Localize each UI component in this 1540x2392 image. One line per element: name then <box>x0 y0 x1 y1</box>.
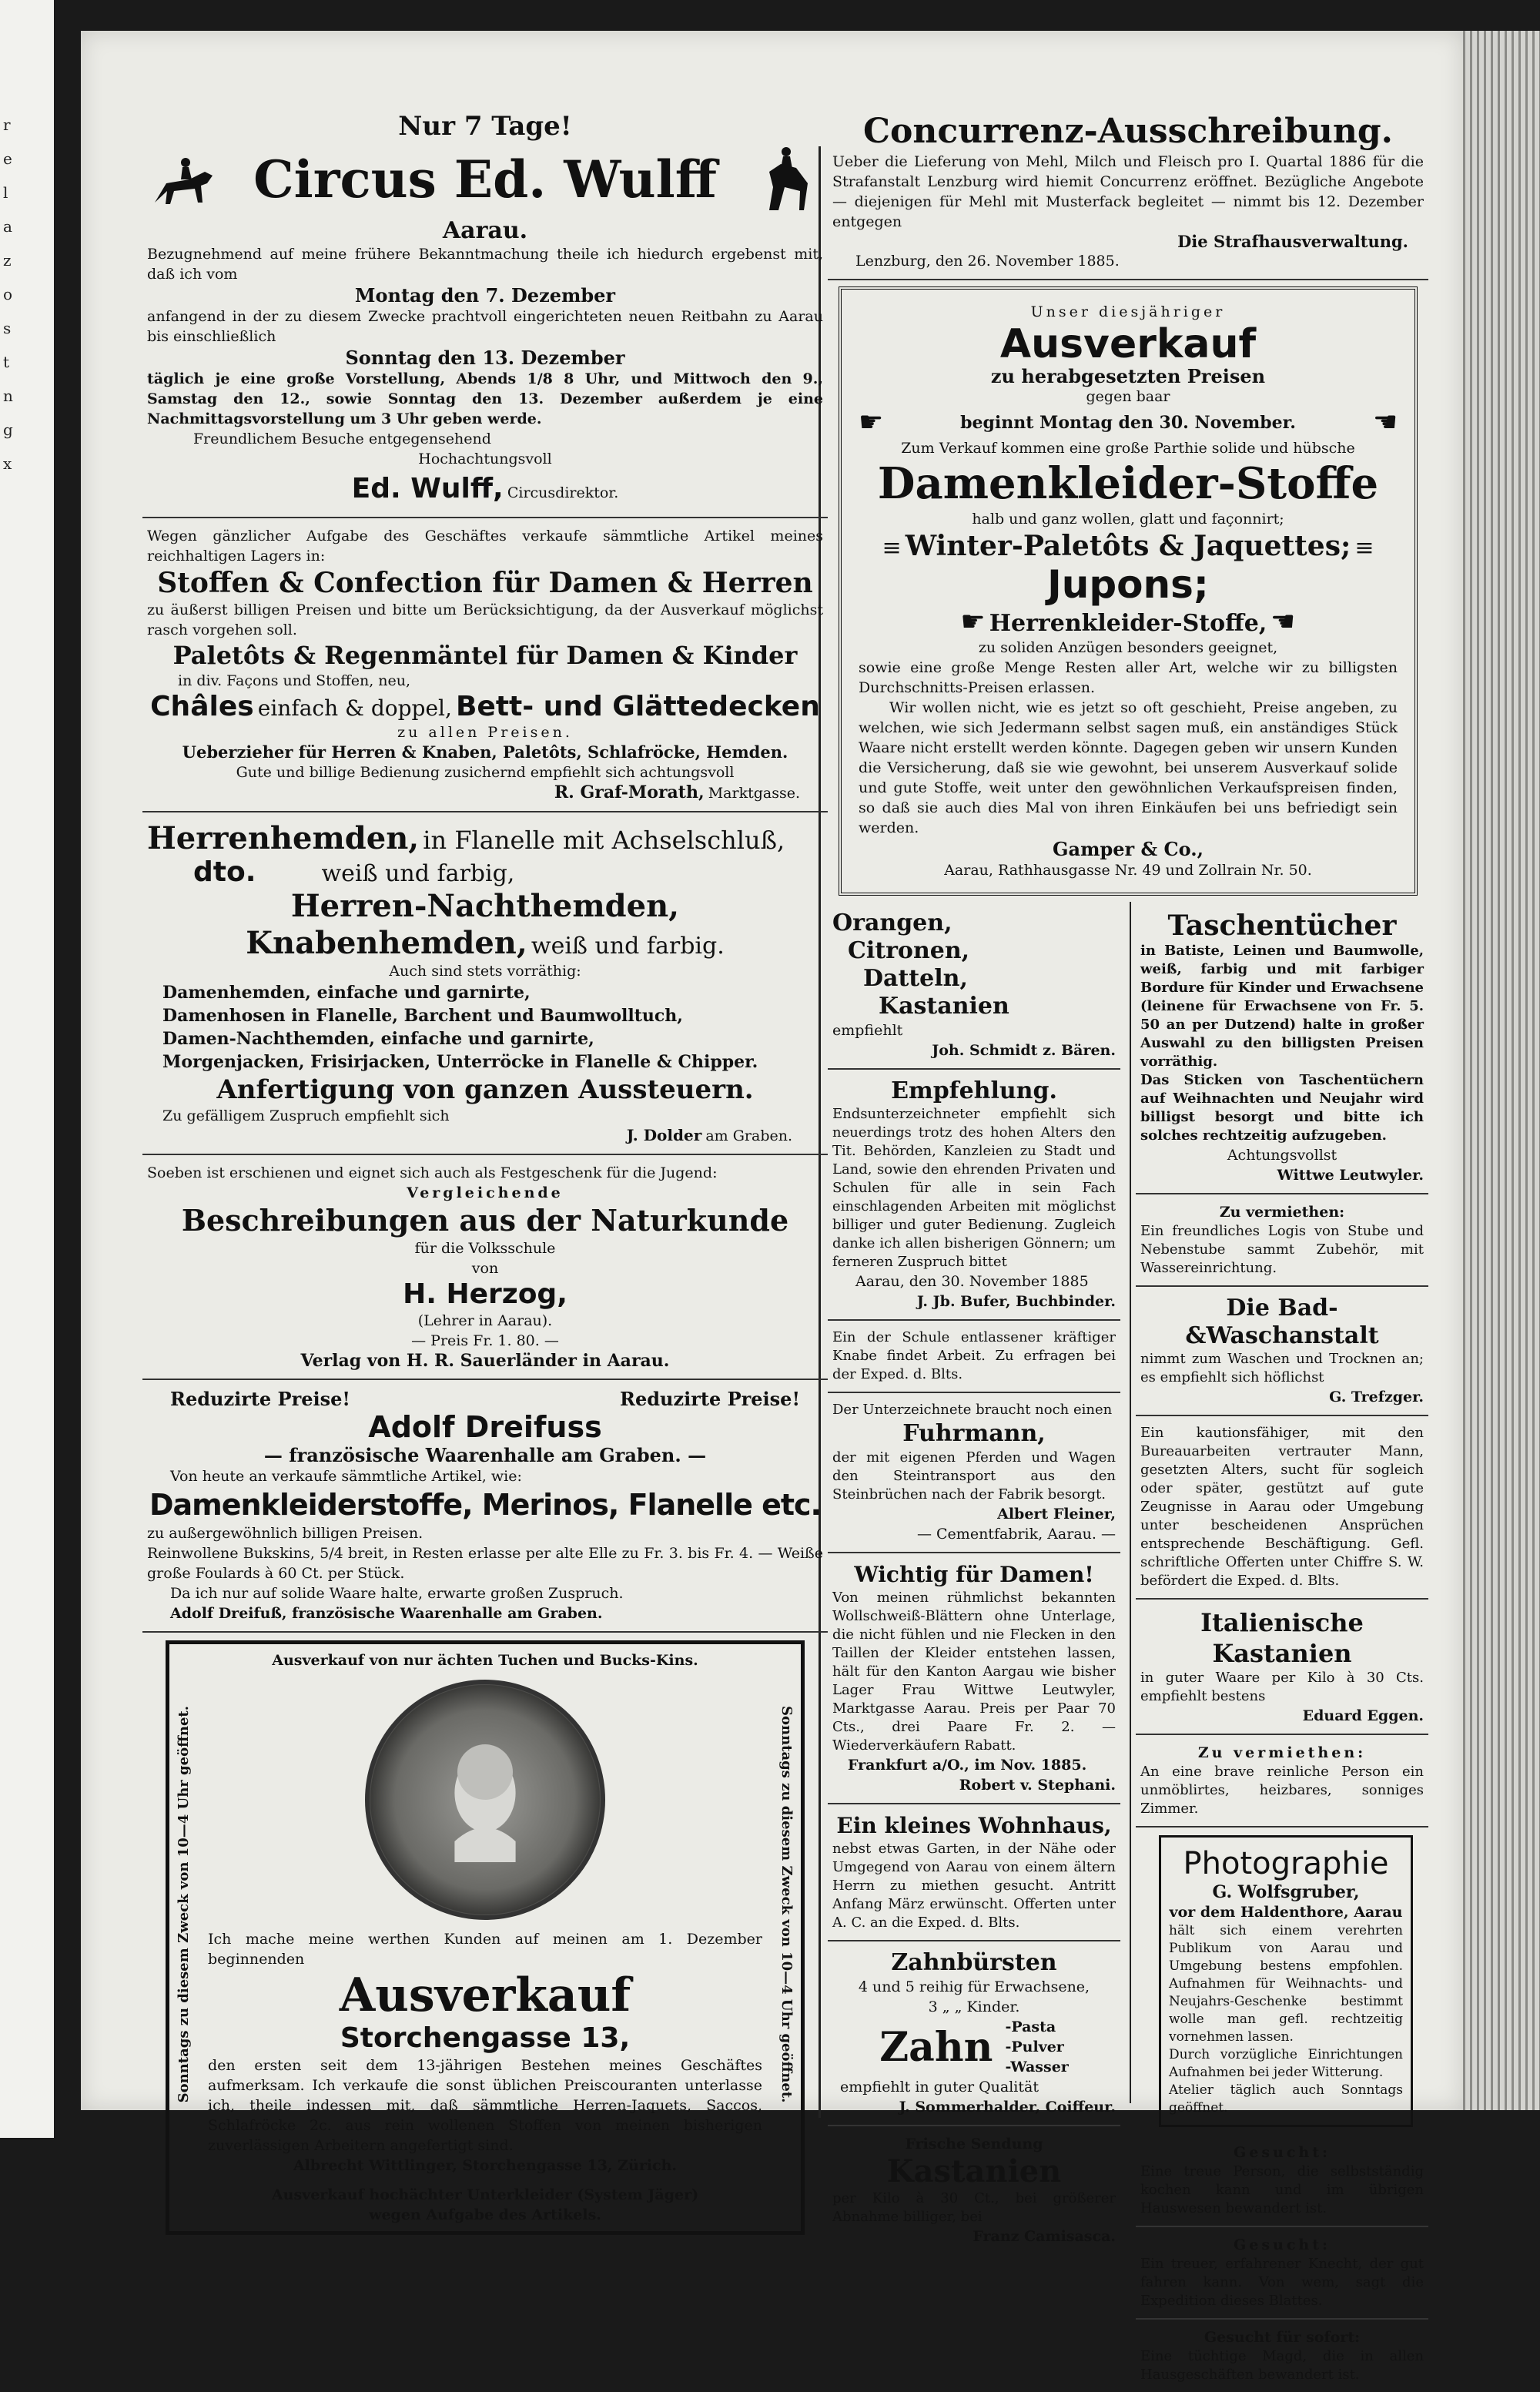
dolder-line-2a: dto. <box>193 856 256 888</box>
zimmer-title: Zu vermiethen: <box>1197 1744 1367 1761</box>
bufer-signature: J. Jb. Bufer, Buchbinder. <box>916 1293 1116 1310</box>
fleiner-ad <box>828 1393 1120 1553</box>
strip-char: l <box>3 183 8 202</box>
zimmer-ad <box>1136 1735 1428 1828</box>
schmidt-ad <box>828 902 1120 1070</box>
gesucht-2-ad <box>1136 2227 1428 2320</box>
graf-decken: Bett- und Glättedecken <box>455 691 820 722</box>
circus-ad <box>142 104 828 518</box>
gesucht-1-ad <box>1136 2135 1428 2227</box>
gesucht-2-text: Ein treuer, erfahrener Knecht, der gut fahren kann. Von wem, sagt die Expedition dieses Blattes. <box>1140 2256 1424 2309</box>
photo-name: G. Wolfsgruber, <box>1212 1882 1360 1902</box>
medal-seal-icon <box>365 1680 605 1920</box>
graf-text-1: zu äußerst billigen Preisen und bitte um Berücksichtigung, da der Ausverkauf möglichst rasch vorgehen soll. <box>147 601 823 638</box>
gamper-headline-3: Jupons; <box>1047 562 1209 607</box>
eggen-text: in guter Waare per Kilo à 30 Cts. empfiehlt bestens <box>1140 1670 1424 1704</box>
logis-text: Ein freundliches Logis von Stube und Nebenstube sammt Zubehör, mit Wassereinrichtung. <box>1140 1223 1424 1276</box>
dolder-line-4b: weiß und farbig. <box>531 933 725 960</box>
sommerhalder-zahn: Zahn <box>879 2023 993 2071</box>
sommerhalder-item: -Wasser <box>1005 2059 1069 2075</box>
photo-text-1: hält sich einem verehrten Publikum von Aarau und Umgebung bestens empfohlen. Aufnahmen für Weihnachts- und Neujahrs-Geschenke bestimmt wolle man gefl. rechtzeitig vornehmen lassen. <box>1169 1923 1403 2045</box>
middle-subcolumn <box>828 902 1127 2392</box>
stephani-title: Wichtig für Damen! <box>854 1562 1094 1587</box>
circus-date-2: Sonntag den 13. Dezember <box>345 347 625 369</box>
photo-text-2: Durch vorzügliche Einrichtungen Aufnahmen bei jeder Witterung. <box>1169 2047 1403 2080</box>
wittlinger-addr: Storchengasse 13, <box>340 2022 631 2054</box>
gesucht-3-text: Eine tüchtige Magd, die in allen Hausgeschäften bewandert ist. <box>1140 2348 1424 2383</box>
wittlinger-title: Ausverkauf <box>339 1968 631 2022</box>
eggen-signature: Eduard Eggen. <box>1302 1707 1424 1724</box>
dolder-signature: J. Dolder <box>626 1126 702 1144</box>
concurrenz-text: Ueber die Lieferung von Mehl, Milch und Fleisch pro I. Quartal 1886 für die Strafanstalt Lenzburg wird hiemit Concurrenz eröffnet. Bezügliche Angebote — diejenigen für Mehl mit Musterfack begleitet — nimmt bis 12. Dezember entgegen <box>832 153 1424 230</box>
stephani-ad <box>828 1553 1120 1804</box>
sommerhalder-signature: J. Sommerhalder, Coiffeur. <box>899 2099 1116 2116</box>
strip-char: g <box>3 420 13 439</box>
wohnhaus-title: Ein kleines Wohnhaus, <box>836 1813 1112 1838</box>
concurrenz-ad <box>828 104 1428 280</box>
herzog-line-3: von <box>471 1260 499 1277</box>
left-strip-chars <box>3 108 18 481</box>
leutwyler-ad <box>1136 902 1428 1194</box>
schmidt-signature: Joh. Schmidt z. Bären. <box>932 1042 1116 1059</box>
sommerhalder-line-2: 3 „ „ Kinder. <box>928 1998 1020 2015</box>
left-page-edge <box>0 0 54 2138</box>
herzog-line-2: für die Volksschule <box>414 1240 556 1257</box>
strip-char: a <box>3 217 12 236</box>
knabe-text: Ein der Schule entlassener kräftiger Knabe findet Arbeit. Zu erfragen bei der Exped. d. Blts. <box>832 1329 1116 1382</box>
dolder-signature-loc: am Graben. <box>705 1127 792 1144</box>
dolder-line-4a: Knabenhemden, <box>246 925 527 961</box>
schmidt-line-1: empfiehlt <box>832 1022 903 1039</box>
gesucht-1-text: Eine treue Person, die selbstständig kochen kann und im übrigen Hauswesen bewandert ist. <box>1140 2163 1424 2216</box>
herzog-author: H. Herzog, <box>403 1278 567 1310</box>
leutwyler-text-2: Das Sticken von Taschentüchern auf Weihnachten und Neujahr wird billigst besorgt und bitte ich solches rechtzeitig aufzugeben. <box>1140 1072 1424 1144</box>
dolder-line-3: Herren-Nachthemden, <box>290 888 680 924</box>
gamper-line-4: beginnt Montag den 30. November. <box>960 412 1296 433</box>
pointing-hand-icon: ☛ <box>1270 606 1296 638</box>
dreifuss-text-2: zu außergewöhnlich billigen Preisen. <box>147 1525 424 1542</box>
graf-text-3: zu allen Preisen. <box>397 724 573 741</box>
fleiner-text-2: der mit eigenen Pferden und Wagen den Steintransport aus den Steinbrüchen nach der Fabrik besorgt. <box>832 1449 1116 1503</box>
strip-char: t <box>3 353 10 371</box>
gesucht-3-ad <box>1136 2320 1428 2392</box>
list-item: Damen-Nachthemden, einfache und garnirte, <box>162 1029 594 1049</box>
gamper-line-6: halb und ganz wollen, glatt und façonnirt; <box>972 511 1284 528</box>
list-item: Damenhosen in Flanelle, Barchent und Baumwolltuch, <box>162 1006 683 1026</box>
stephani-text: Von meinen rühmlichst bekannten Wollschweiß-Blättern ohne Unterlage, die nicht fühlen und nie Flecken in den Taillen der Kleider entstehen lassen, hält für den Kanton Aargau wie bisher Lager Frau Wittwe Leutwyler, Marktgasse Aarau. Preis per Paar 70 Cts., drei Paare Fr. 2. — Wiederverkäufern Rabatt. <box>832 1590 1116 1754</box>
concurrenz-date: Lenzburg, den 26. November 1885. <box>855 253 1120 270</box>
horse-rider-icon <box>147 141 224 218</box>
dreifuss-name: Adolf Dreifuss <box>368 1410 602 1444</box>
gamper-signature: Gamper & Co., <box>1053 838 1204 860</box>
camisasca-ad <box>828 2126 1120 2254</box>
dreifuss-signature: Adolf Dreifuß, französische Waarenhalle am Graben. <box>170 1605 603 1622</box>
rule-icon: ≡ <box>1354 534 1374 561</box>
rule-icon: ≡ <box>882 534 902 561</box>
wittlinger-bottom-1: Ausverkauf hochächter Unterkleider (System Jäger) <box>271 2186 699 2203</box>
schmidt-item: Kastanien <box>879 993 1009 1020</box>
right-subcolumn <box>1127 902 1428 2392</box>
pointing-hand-icon: ☛ <box>859 407 884 438</box>
logis-title: Zu vermiethen: <box>1219 1204 1345 1221</box>
strip-char: x <box>3 454 12 473</box>
fleiner-signature-2: — Cementfabrik, Aarau. — <box>916 1526 1116 1543</box>
sommerhalder-title: Zahnbürsten <box>891 1949 1057 1976</box>
horse-rider-icon <box>746 141 823 218</box>
wohnhaus-ad <box>828 1804 1120 1941</box>
herzog-publisher: Verlag von H. R. Sauerländer in Aarau. <box>300 1351 670 1371</box>
gesucht-3-title: Gesucht für sofort: <box>1204 2329 1361 2346</box>
sommerhalder-line-3: empfiehlt in guter Qualität <box>840 2079 1039 2096</box>
fleiner-signature: Albert Fleiner, <box>997 1506 1116 1523</box>
graf-headline-2: Paletôts & Regenmäntel für Damen & Kinder <box>172 641 798 670</box>
leutwyler-line-1: Achtungsvollst <box>1227 1147 1337 1164</box>
gamper-line-3: gegen baar <box>1086 388 1170 405</box>
photo-title: Photographie <box>1183 1846 1389 1881</box>
herzog-line-1: Vergleichende <box>407 1184 564 1201</box>
graf-morath-ad <box>142 518 828 812</box>
stephani-date: Frankfurt a/O., im Nov. 1885. <box>848 1757 1087 1774</box>
gamper-line-1: Unser diesjähriger <box>1030 303 1226 320</box>
fleiner-title: Fuhrmann, <box>902 1420 1046 1447</box>
graf-signature: R. Graf-Morath, <box>554 782 705 802</box>
gamper-line-5: Zum Verkauf kommen eine große Parthie solide und hübsche <box>901 440 1355 457</box>
leutwyler-text-1: in Batiste, Leinen und Baumwolle, weiß, farbig und mit farbiger Bordure für Kinder und Erwachsene (leinene für Erwachsene von Fr. 5. 50 an per Dutzend) halte in großer Auswahl zu den billigsten Preisen vorräthig. <box>1140 943 1424 1070</box>
circus-text-1: Bezugnehmend auf meine frühere Bekanntmachung theile ich hiedurch ergebenst mit, daß ich vom <box>147 246 823 283</box>
logis-ad <box>1136 1194 1428 1287</box>
photo-sub: vor dem Haldenthore, Aarau <box>1169 1904 1403 1921</box>
gamper-headline-4: Herrenkleider-Stoffe, <box>989 610 1267 637</box>
mann-ad <box>1136 1416 1428 1600</box>
eggen-ad <box>1136 1600 1428 1735</box>
bufer-ad <box>828 1070 1120 1321</box>
wittlinger-side-left: Sonntags zu diesem Zweck von 10—4 Uhr geöffnet. <box>176 1706 192 2103</box>
herzog-ad <box>142 1155 828 1380</box>
wittlinger-text-1: Ich mache meine werthen Kunden auf meinen am 1. Dezember beginnenden <box>208 1931 762 1968</box>
mann-text: Ein kautionsfähiger, mit den Bureauarbeiten vertrauter Mann, gesetzten Alters, sucht für sogleich oder später, gestützt auf gute Zeugnisse in Aarau oder Umgebung unter bescheidenen Ansprüchen entsprechende Beschäftigung. Gefl. schriftliche Offerten unter Chiffre S. W. befördert die Exped. d. Blts. <box>1140 1425 1424 1589</box>
dolder-line-7: Zu gefälligem Zuspruch empfiehlt sich <box>162 1107 450 1124</box>
sommerhalder-ad <box>828 1941 1120 2126</box>
schmidt-item: Orangen, <box>832 910 952 936</box>
left-column <box>142 104 828 2243</box>
column-divider-2 <box>1130 902 1131 2103</box>
leutwyler-signature: Wittwe Leutwyler. <box>1277 1167 1424 1184</box>
list-item: Damenhemden, einfache und garnirte, <box>162 983 531 1003</box>
graf-text-2: in div. Façons und Stoffen, neu, <box>178 672 411 689</box>
gamper-line-7: zu soliden Anzügen besonders geeignet, <box>978 639 1278 656</box>
herzog-price: — Preis Fr. 1. 80. — <box>411 1332 559 1349</box>
right-column <box>828 104 1428 2392</box>
graf-headline-1: Stoffen & Confection für Damen & Herren <box>157 567 813 599</box>
gamper-title: Ausverkauf <box>999 321 1257 367</box>
gesucht-2-title: Gesucht: <box>1234 2236 1331 2253</box>
camisasca-line-1: Frische Sendung <box>905 2136 1043 2152</box>
strip-char: e <box>3 149 12 168</box>
dolder-ad <box>142 812 828 1155</box>
herzog-text-1: Soeben ist erschienen und eignet sich auch als Festgeschenk für die Jugend: <box>147 1164 718 1181</box>
camisasca-signature: Franz Camisasca. <box>973 2228 1116 2245</box>
concurrenz-title: Concurrenz-Ausschreibung. <box>863 112 1393 151</box>
strip-char: n <box>3 387 13 405</box>
herzog-line-4: (Lehrer in Aarau). <box>417 1312 553 1329</box>
stephani-signature: Robert v. Stephani. <box>959 1777 1116 1794</box>
graf-chales-type: einfach & doppel, <box>257 695 452 721</box>
dreifuss-ad <box>142 1380 828 1633</box>
photo-ad <box>1159 1835 1413 2127</box>
wohnhaus-text: nebst etwas Garten, in der Nähe oder Umgegend von Aarau von einem ältern Herrn zu miethen gesucht. Antritt Anfang März erwünscht. Offerten unter A. C. an die Exped. d. Blts. <box>832 1841 1116 1931</box>
gamper-ad <box>839 286 1418 896</box>
wittlinger-signature: Albrecht Wittlinger, Storchengasse 13, Zürich. <box>293 2157 678 2174</box>
photo-text-3: Atelier täglich auch Sonntags geöffnet. <box>1169 2082 1403 2116</box>
schmidt-item: Citronen, <box>848 937 970 964</box>
circus-text-5: Hochachtungsvoll <box>418 451 552 467</box>
fleiner-text-1: Der Unterzeichnete braucht noch einen <box>832 1402 1113 1418</box>
gamper-headline-2: Winter-Paletôts & Jaquettes; <box>905 530 1351 562</box>
gesucht-1-title: Gesucht: <box>1234 2144 1331 2161</box>
circus-city: Aarau. <box>442 217 528 244</box>
gamper-line-2: zu herabgesetzten Preisen <box>990 365 1266 387</box>
sommerhalder-item: -Pasta <box>1005 2018 1056 2035</box>
graf-text-5: Gute und billige Bedienung zusichernd empfiehlt sich achtungsvoll <box>236 764 735 781</box>
gamper-headline-1: Damenkleider-Stoffe <box>877 458 1379 509</box>
circus-text-2: anfangend in der zu diesem Zwecke prachtvoll eingerichteten neuen Reitbahn zu Aarau bis einschließlich <box>147 308 823 345</box>
dreifuss-tag-2: Reduzirte Preise! <box>620 1388 800 1410</box>
right-page-edge <box>1463 31 1540 2110</box>
bufer-text: Endsunterzeichneter empfiehlt sich neuerdings trotz des hohen Alters den Tit. Behörden, Kanzleien zu Stadt und Land, sowie den ehrenden Privaten und Schulen für alle in sein Fach einschlagenden Arbeiten mit möglichst billiger und guter Bedienung. Zugleich danke ich allen bisherigen Gönnern; um ferneren Zuspruch bittet <box>832 1106 1116 1270</box>
strip-char: r <box>3 116 11 134</box>
concurrenz-signature: Die Strafhausverwaltung. <box>1177 232 1408 251</box>
portrait-icon <box>416 1730 554 1869</box>
herzog-title: Beschreibungen aus der Naturkunde <box>181 1203 789 1238</box>
camisasca-title: Kastanien <box>886 2153 1062 2189</box>
trefzger-signature: G. Trefzger. <box>1329 1389 1424 1405</box>
sommerhalder-line-1: 4 und 5 reihig für Erwachsene, <box>858 1978 1090 1995</box>
dreifuss-sub: — französische Waarenhalle am Graben. — <box>263 1444 707 1466</box>
list-item: Morgenjacken, Frisirjacken, Unterröcke in Flanelle & Chipper. <box>162 1052 758 1072</box>
bufer-date: Aarau, den 30. November 1885 <box>855 1273 1089 1290</box>
knabe-ad <box>828 1321 1120 1393</box>
trefzger-text: nimmt zum Waschen und Trocknen an; es empfiehlt sich höflichst <box>1140 1351 1424 1385</box>
eggen-title: Italienische Kastanien <box>1200 1608 1364 1668</box>
dolder-line-5: Auch sind stets vorräthig: <box>389 963 581 980</box>
circus-top: Nur 7 Tage! <box>398 111 572 142</box>
circus-text-4: Freundlichem Besuche entgegensehend <box>193 430 491 447</box>
strip-char: s <box>3 319 12 337</box>
dolder-line-2b: weiß und farbig, <box>321 860 515 887</box>
strip-char: o <box>3 285 13 303</box>
gamper-line-8: sowie eine große Menge Resten aller Art, welche wir zu billigsten Durchschnitts-Preisen erlassen. <box>859 659 1398 696</box>
schmidt-item: Datteln, <box>863 965 968 992</box>
wittlinger-text-2: den ersten seit dem 13-jährigen Bestehen meines Geschäftes aufmerksam. Ich verkaufe die sonst üblichen Preiscouranten unterlasse ich, theile indessen mit, daß sämmtliche Herren-Jaquets, Saccos, Schlafröcke 2c. aus rein wollenen Stoffen von meinen bisherigen zuverlässigen Arbeitern angefertigt sind. <box>208 2057 762 2154</box>
wittlinger-ad <box>166 1640 805 2235</box>
graf-intro: Wegen gänzlicher Aufgabe des Geschäftes verkaufe sämmtliche Artikel meines reichhaltigen Lagers in: <box>147 528 823 564</box>
trefzger-ad <box>1136 1287 1428 1416</box>
gamper-text: Wir wollen nicht, wie es jetzt so oft geschieht, Preise angeben, zu welchen, wie sich Jedermann selbst sagen muß, ein anständiges Stück Waare nicht erstellt werden könnte. Dagegen geben wir unsern Kunden die Versicherung, daß sie wie gewohnt, bei unserem Ausverkauf solide und gute Stoffe, weit unter den gewöhnlichen Verkaufspreisen finden, so daß sie auch dies Mal von ihren Einkäufen bei uns befriedigt sein werden. <box>859 699 1398 836</box>
dreifuss-text-3: Reinwollene Bukskins, 5/4 breit, in Resten erlasse per alte Elle zu Fr. 3. bis Fr. 4. — Weiße große Foulards à 60 Ct. per Stück. <box>147 1545 823 1582</box>
graf-signature-loc: Marktgasse. <box>708 785 800 802</box>
graf-chales: Châles <box>150 691 254 722</box>
leutwyler-title: Taschentücher <box>1167 910 1397 942</box>
sommerhalder-item: -Pulver <box>1005 2039 1064 2055</box>
newspaper-page <box>81 31 1463 2383</box>
dolder-line-1a: Herrenhemden, <box>147 820 420 856</box>
dreifuss-headline: Damenkleiderstoffe, Merinos, Flanelle etc. <box>149 1488 821 1522</box>
camisasca-text: per Kilo à 30 Ct., bei größerer Abnahme billiger, bei <box>832 2190 1116 2225</box>
dreifuss-text-1: Von heute an verkaufe sämmtliche Artikel, wie: <box>170 1468 522 1485</box>
wittlinger-side-right: Sonntags zu diesem Zweck von 10—4 Uhr geöffnet. <box>778 1706 795 2103</box>
bufer-title: Empfehlung. <box>891 1077 1057 1104</box>
trefzger-title: Die Bad-&Waschanstalt <box>1185 1295 1379 1349</box>
circus-signature: Ed. Wulff, <box>351 473 504 504</box>
dreifuss-text-4: Da ich nur auf solide Waare halte, erwarte großen Zuspruch. <box>170 1585 624 1602</box>
graf-text-4: Ueberzieher für Herren & Knaben, Paletôts, Schlafröcke, Hemden. <box>182 742 788 762</box>
circus-signature-role: Circusdirektor. <box>507 484 619 501</box>
dolder-line-6: Anfertigung von ganzen Aussteuern. <box>216 1074 754 1105</box>
dreifuss-tag-1: Reduzirte Preise! <box>170 1388 350 1410</box>
strip-char: z <box>3 251 12 270</box>
wittlinger-top: Ausverkauf von nur ächten Tuchen und Bucks-Kins. <box>272 1652 698 1669</box>
circus-text-3: täglich je eine große Vorstellung, Abends 1/8 8 Uhr, und Mittwoch den 9., Samstag den 12., sowie Sonntag den 13. Dezember außerdem je eine Nachmittagsvorstellung um 3 Uhr geben werde. <box>147 370 823 427</box>
dolder-items <box>147 981 823 1074</box>
pointing-hand-icon: ☛ <box>960 606 986 638</box>
circus-title: Circus Ed. Wulff <box>253 149 717 209</box>
circus-date-1: Montag den 7. Dezember <box>354 284 616 307</box>
dolder-line-1b: in Flanelle mit Achselschluß, <box>423 826 785 855</box>
pointing-hand-icon: ☛ <box>1372 407 1398 438</box>
gamper-addr: Aarau, Rathhausgasse Nr. 49 und Zollrain Nr. 50. <box>944 862 1312 879</box>
zimmer-text: An eine brave reinliche Person ein unmöblirtes, heizbares, sonniges Zimmer. <box>1140 1764 1424 1817</box>
wittlinger-bottom-2: wegen Aufgabe des Artikels. <box>369 2206 601 2223</box>
